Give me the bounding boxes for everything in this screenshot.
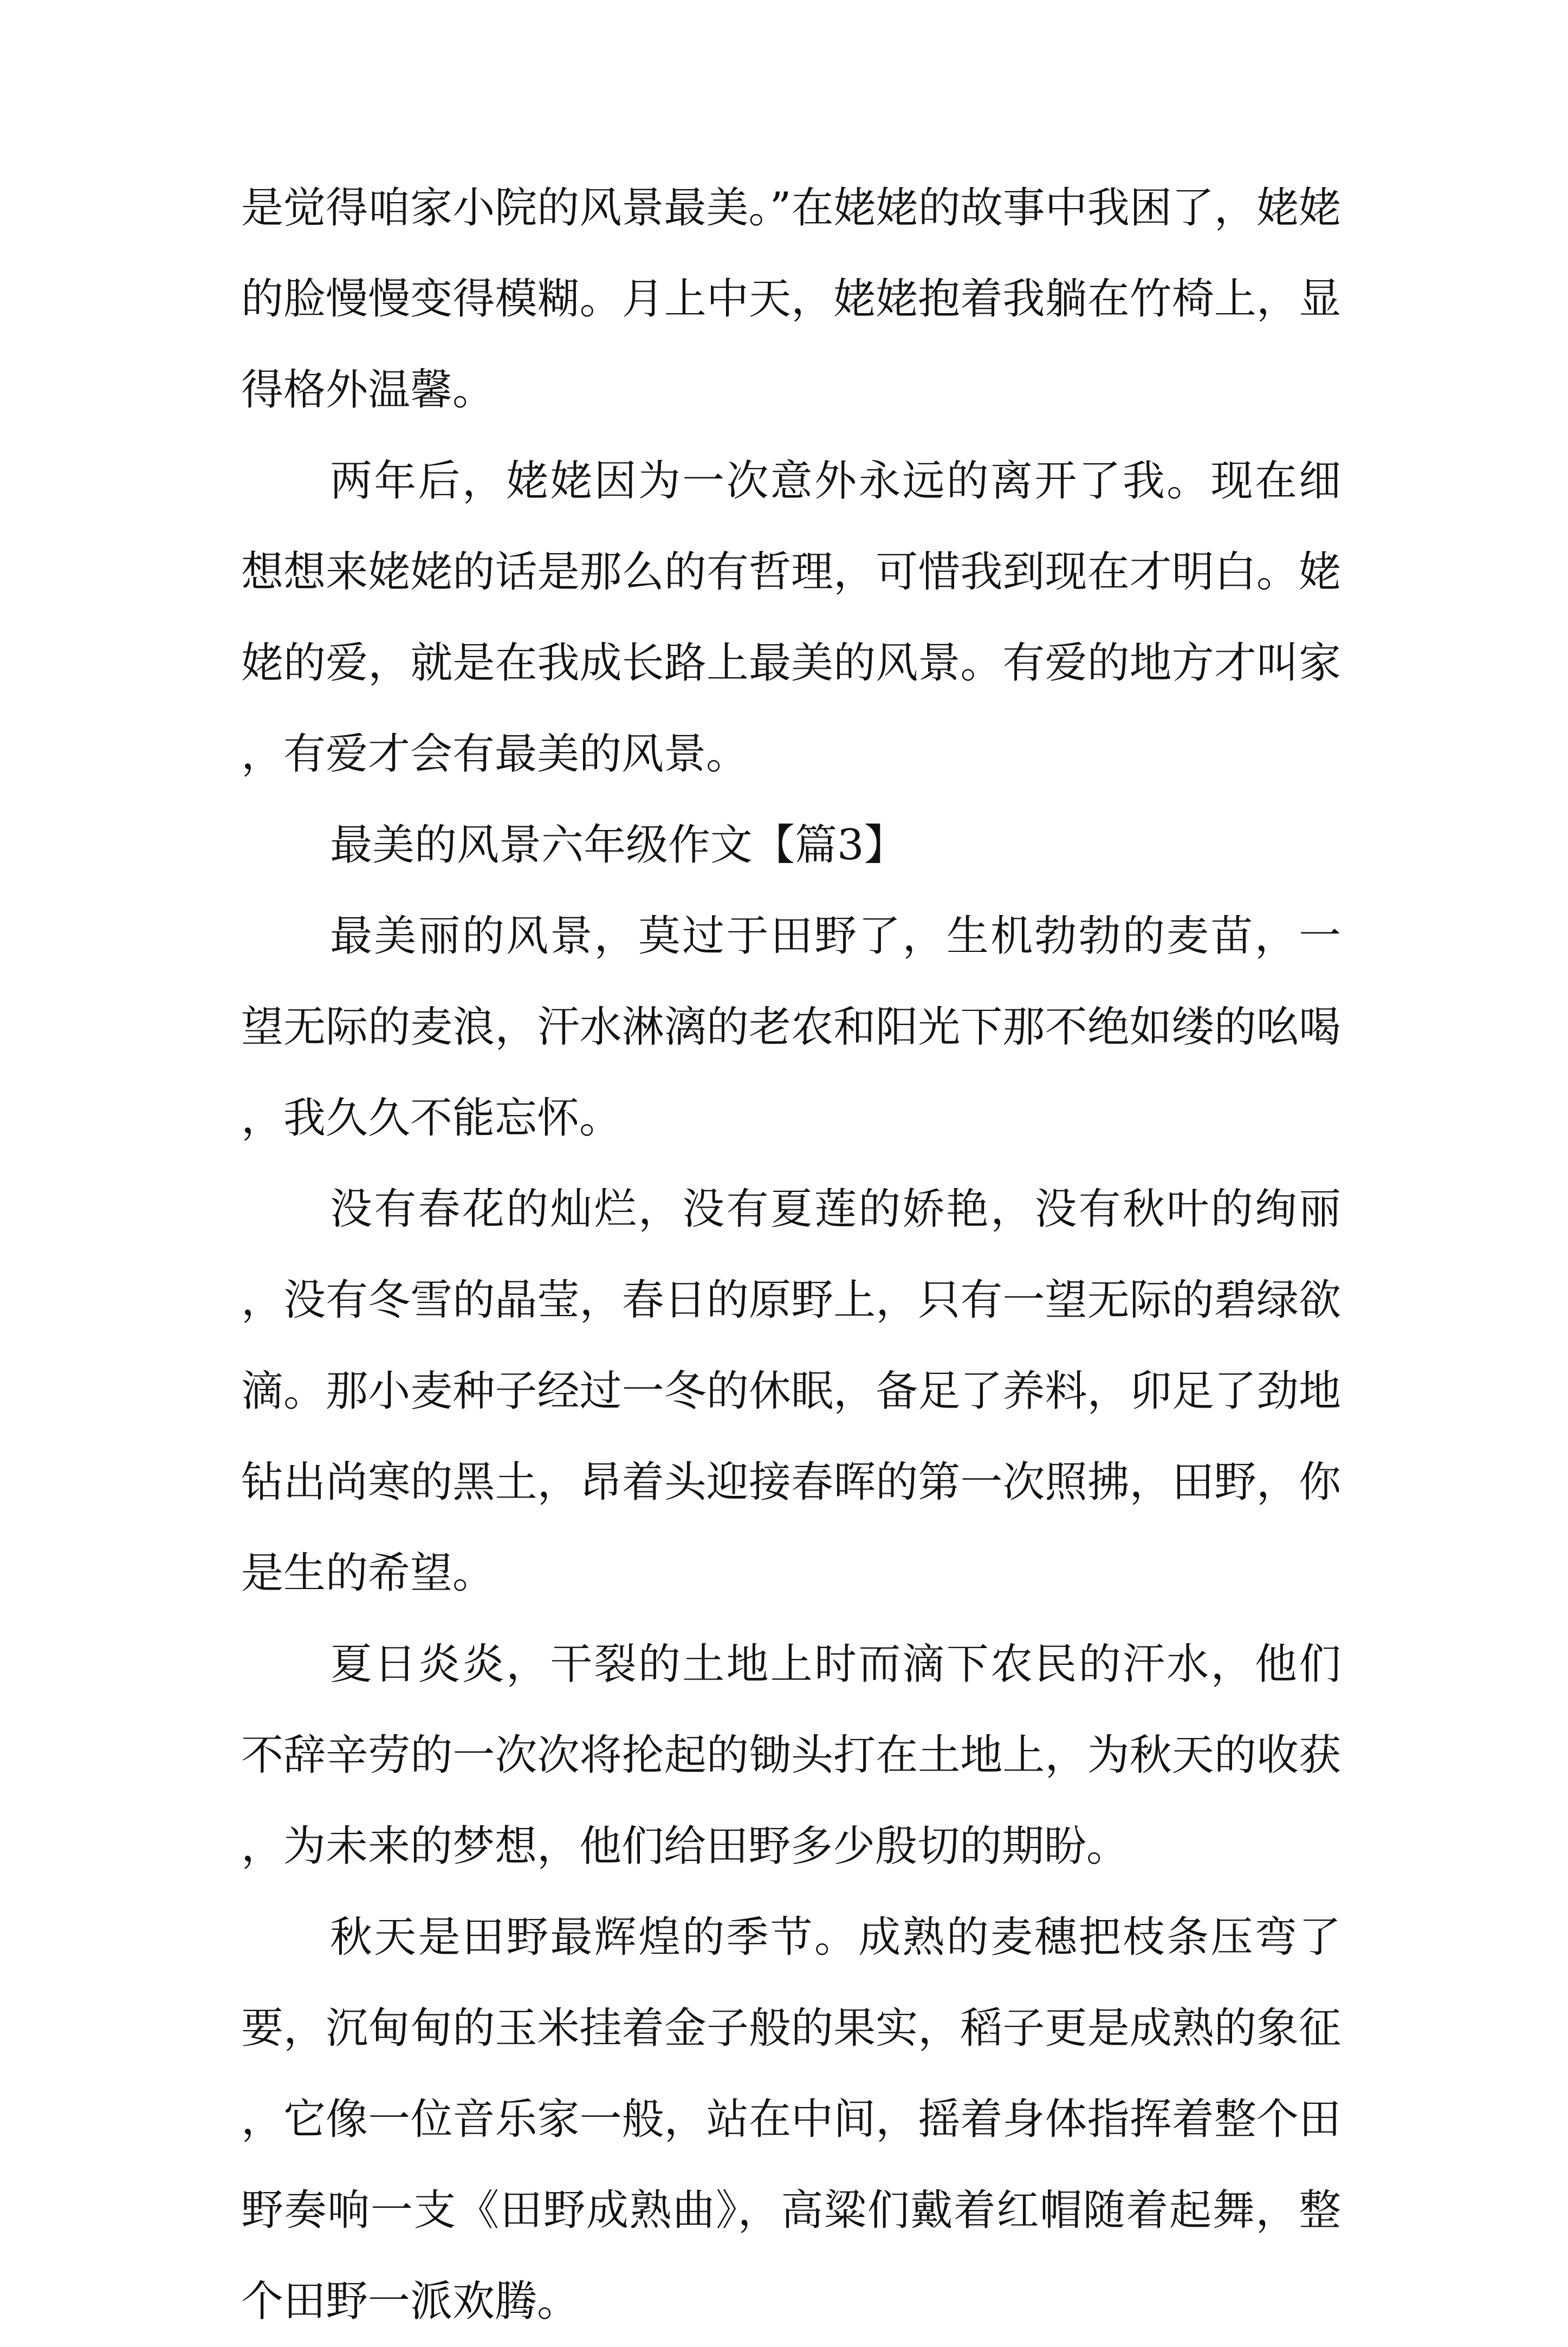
paragraph: 没有春花的灿烂，没有夏莲的娇艳，没有秋叶的绚丽，没有冬雪的晶莹，春日的原野上，只有一望无际的碧绿欲滴。那小麦种子经过一冬的休眠，备足了养料，卯足了劲地钻出尚寒的黑土，昂着头迎接春晖的第一次照拂，田野，你是生的希望。 — [241, 1185, 1341, 1598]
document-body — [241, 163, 1341, 2347]
section-heading: 最美的风景六年级作文【篇3】 — [330, 821, 906, 870]
paragraph-continuation: 是觉得咱家小院的风景最美。”在姥姥的故事中我困了，姥姥的脸慢慢变得模糊。月上中天，姥姥抱着我躺在竹椅上，显得格外温馨。 — [241, 184, 1341, 414]
paragraph: 最美丽的风景，莫过于田野了，生机勃勃的麦苗，一望无际的麦浪，汗水淋漓的老农和阳光下那不绝如缕的吆喝，我久久不能忘怀。 — [241, 912, 1341, 1143]
paragraph: 秋天是田野最辉煌的季节。成熟的麦穗把枝条压弯了要，沉甸甸的玉米挂着金子般的果实，稻子更是成熟的象征，它像一位音乐家一般，站在中间，摇着身体指挥着整个田野奏响一支《田野成熟曲》，高粱们戴着红帽随着起舞，整个田野一派欢腾。 — [241, 1913, 1341, 2326]
paragraph: 两年后，姥姥因为一次意外永远的离开了我。现在细想想来姥姥的话是那么的有哲理，可惜我到现在才明白。姥姥的爱，就是在我成长路上最美的风景。有爱的地方才叫家，有爱才会有最美的风景。 — [241, 457, 1341, 779]
paragraph: 夏日炎炎，干裂的土地上时而滴下农民的汗水，他们不辞辛劳的一次次将抡起的锄头打在土地上，为秋天的收获，为未来的梦想，他们给田野多少殷切的期盼。 — [241, 1640, 1341, 1871]
